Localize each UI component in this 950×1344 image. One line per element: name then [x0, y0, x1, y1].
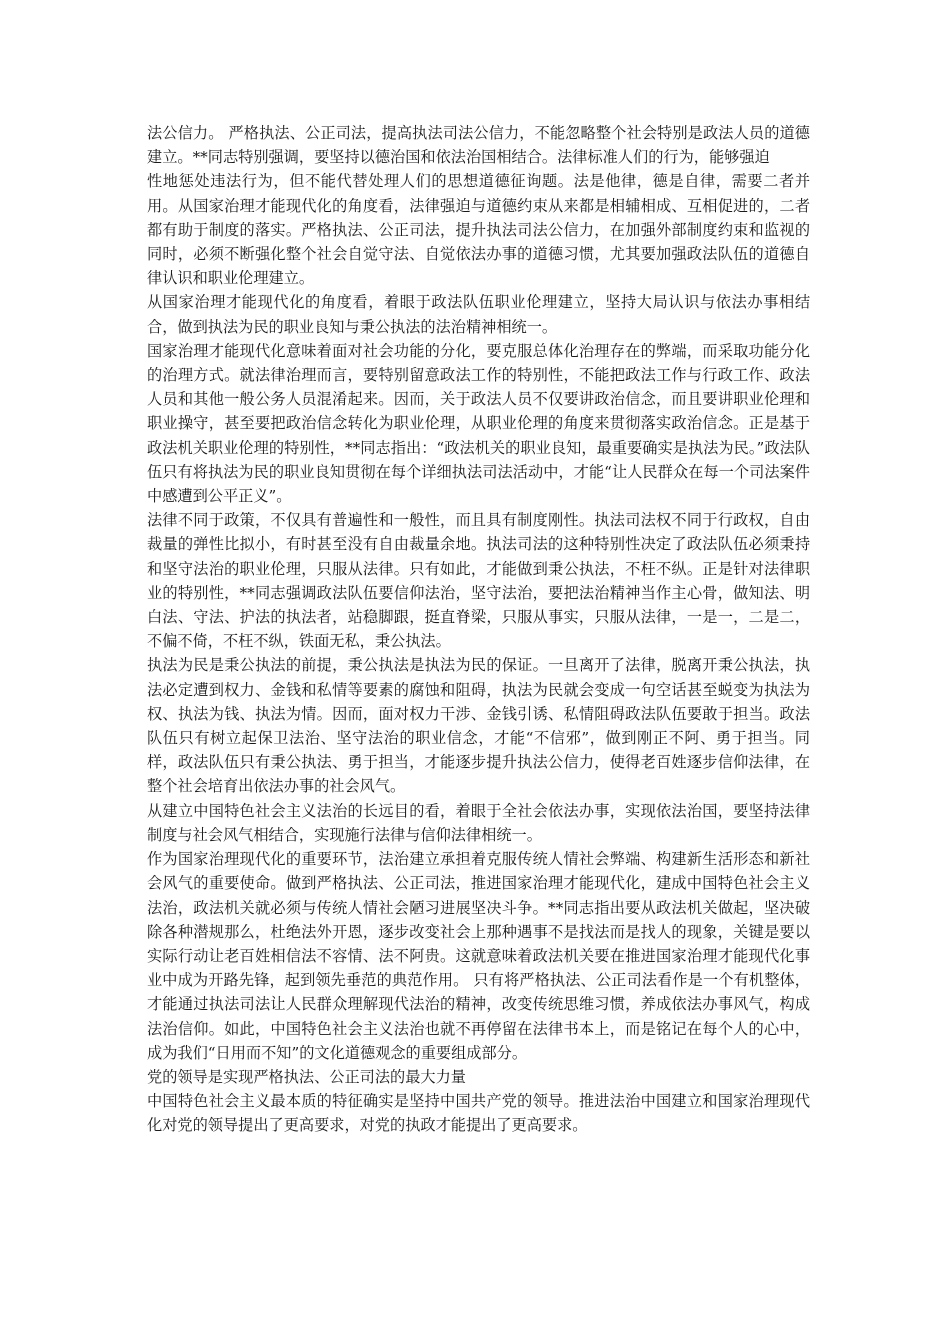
paragraph-4: 国家治理才能现代化意味着面对社会功能的分化，要克服总体化治理存在的弊端，而采取功能分化的治理方式。就法律治理而言，要特别留意政法工作的特别性，不能把政法工作与行政工作、政法人员和其他一般公务人员混淆起来。因而，关于政法人员不仅要讲政治信念，而且要讲职业伦理和职业操守，甚至要把政治信念转化为职业伦理，从职业伦理的角度来贯彻落实政治信念。正是基于政法机关职业伦理的特别性，**同志指出：“政法机关的职业良知，最重要确实是执法为民。”政法队伍只有将执法为民的职业良知贯彻在每个详细执法司法活动中，才能“让人民群众在每一个司法案件中感遭到公平正义”。 [147, 341, 810, 506]
document-body [147, 121, 810, 1138]
paragraph-6: 执法为民是秉公执法的前提，秉公执法是执法为民的保证。一旦离开了法律，脱离开秉公执法，执法必定遭到权力、金钱和私情等要素的腐蚀和阻碍，执法为民就会变成一句空话甚至蜕变为执法为权、执法为钱、执法为情。因而，面对权力干涉、金钱引诱、私情阻碍政法队伍要敢于担当。政法队伍只有树立起保卫法治、坚守法治的职业信念，才能“不信邪”，做到刚正不阿、勇于担当。同样，政法队伍只有秉公执法、勇于担当，才能逐步提升执法公信力，使得老百姓逐步信仰法律，在整个社会培育出依法办事的社会风气。 [147, 656, 810, 796]
section-heading: 党的领导是实现严格执法、公正司法的最大力量 [147, 1067, 466, 1086]
paragraph-10: 中国特色社会主义最本质的特征确实是坚持中国共产党的领导。推进法治中国建立和国家治理现代化对党的领导提出了更高要求，对党的执政才能提出了更高要求。 [147, 1092, 810, 1135]
paragraph-5: 法律不同于政策，不仅具有普遍性和一般性，而且具有制度刚性。执法司法权不同于行政权，自由裁量的弹性比拟小，有时甚至没有自由裁量余地。执法司法的这种特别性决定了政法队伍必须秉持和坚守法治的职业伦理，只服从法律。只有如此，才能做到秉公执法，不枉不纵。正是针对法律职业的特别性，**同志强调政法队伍要信仰法治，坚守法治，要把法治精神当作主心骨，做知法、明白法、守法、护法的执法者，站稳脚跟，挺直脊梁，只服从事实，只服从法律，一是一，二是二，不偏不倚，不枉不纵，铁面无私，秉公执法。 [147, 511, 810, 651]
paragraph-2: 性地惩处违法行为，但不能代替处理人们的思想道德征询题。法是他律，德是自律，需要二者并用。从国家治理才能现代化的角度看，法律强迫与道德约束从来都是相辅相成、互相促进的，二者都有助于制度的落实。严格执法、公正司法，提升执法司法公信力，在加强外部制度约束和监视的同时，必须不断强化整个社会自觉守法、自觉依法办事的道德习惯，尤其要加强政法队伍的道德自律认识和职业伦理建立。 [147, 172, 810, 288]
paragraph-8: 作为国家治理现代化的重要环节，法治建立承担着克服传统人情社会弊端、构建新生活形态和新社会风气的重要使命。做到严格执法、公正司法，推进国家治理才能现代化，建成中国特色社会主义法治，政法机关就必须与传统人情社会陋习进展坚决斗争。**同志指出要从政法机关做起，坚决破除各种潜规那么，杜绝法外开恩，逐步改变社会上那种遇事不是找法而是找人的现象，关键是要以实际行动让老百姓相信法不容情、法不阿贵。这就意味着政法机关要在推进国家治理才能现代化事业中成为开路先锋，起到领先垂范的典范作用。 只有将严格执法、公正司法看作是一个有机整体，才能通过执法司法让人民群众理解现代法治的精神，改变传统思维习惯，养成依法办事风气，构成法治信仰。如此，中国特色社会主义法治也就不再停留在法律书本上，而是铭记在每个人的心中，成为我们“日用而不知”的文化道德观念的重要组成部分。 [147, 850, 810, 1062]
paragraph-1: 法公信力。 严格执法、公正司法，提高执法司法公信力，不能忽略整个社会特别是政法人员的道德建立。**同志特别强调，要坚持以德治国和依法治国相结合。法律标准人们的行为，能够强迫 [147, 124, 810, 167]
paragraph-7: 从建立中国特色社会主义法治的长远目的看，着眼于全社会依法办事，实现依法治国，要坚持法律制度与社会风气相结合，实现施行法律与信仰法律相统一。 [147, 801, 810, 844]
paragraph-3: 从国家治理才能现代化的角度看，着眼于政法队伍职业伦理建立，坚持大局认识与依法办事相结合，做到执法为民的职业良知与秉公执法的法治精神相统一。 [147, 293, 810, 336]
